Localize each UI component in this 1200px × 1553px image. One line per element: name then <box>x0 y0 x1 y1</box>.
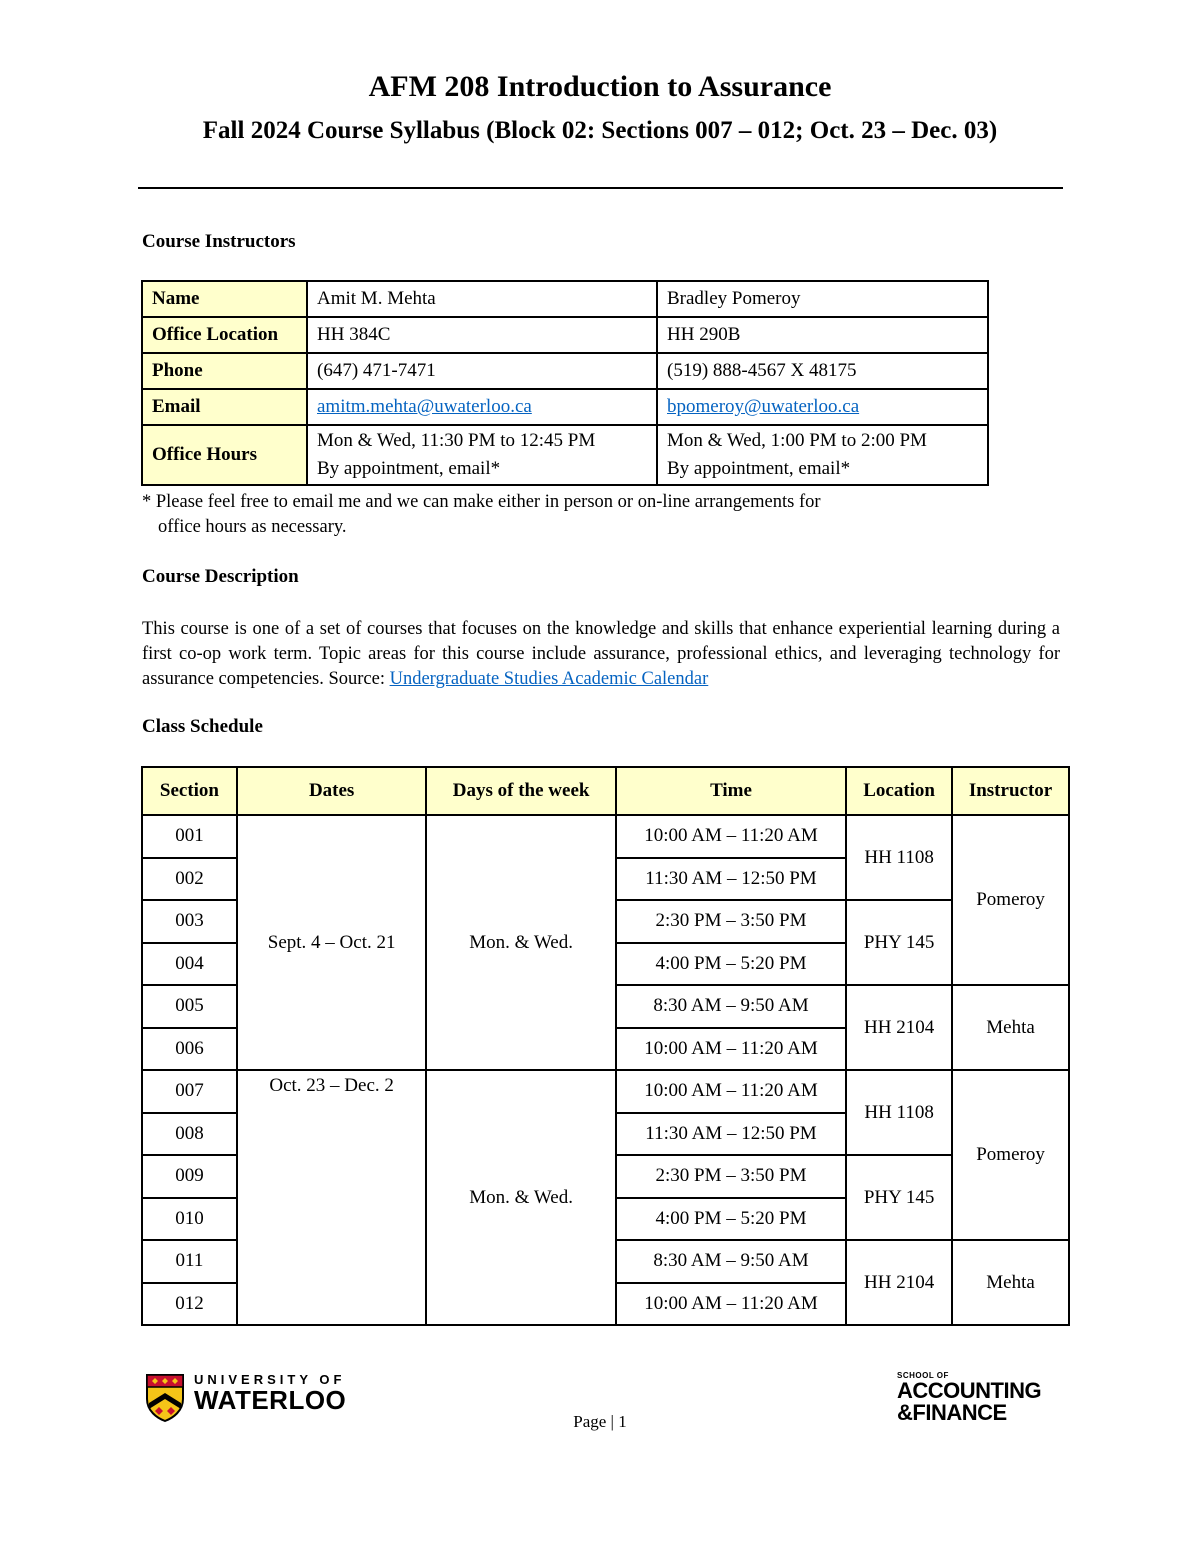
table-row <box>142 815 1069 858</box>
time-cell: 8:30 AM – 9:50 AM <box>616 1240 846 1283</box>
table-row <box>142 317 988 353</box>
column-header: Instructor <box>952 767 1069 815</box>
course-description <box>142 617 1060 692</box>
logo-line: UNIVERSITY OF <box>194 1372 346 1387</box>
instructor-1-name: Amit M. Mehta <box>307 281 657 317</box>
label-name: Name <box>142 281 307 317</box>
page-number: Page | 1 <box>573 1412 627 1431</box>
description-text: This course is one of a set of courses that focuses on the knowledge and skills that enhance experiential learning during a first co-op work term. Topic areas for this course include assurance, professional ethics, and leveraging technology for assurance competencies. Source: <box>142 619 1060 689</box>
time-cell: 2:30 PM – 3:50 PM <box>616 900 846 943</box>
column-header: Days of the week <box>426 767 615 815</box>
instructor-2-office-hours <box>657 425 988 485</box>
instructor-2-email-cell <box>657 389 988 425</box>
time-cell: 10:00 AM – 11:20 AM <box>616 815 846 858</box>
instructor-cell: Pomeroy <box>952 815 1069 985</box>
column-header: Section <box>142 767 237 815</box>
section-cell: 007 <box>142 1070 237 1113</box>
logo-line: &FINANCE <box>897 1400 1007 1425</box>
days-cell: Mon. & Wed. <box>426 1070 615 1325</box>
column-header: Dates <box>237 767 426 815</box>
column-header: Time <box>616 767 846 815</box>
instructor-2-phone: (519) 888-4567 X 48175 <box>657 353 988 389</box>
office-hours-line: Mon & Wed, 1:00 PM to 2:00 PM <box>667 430 927 451</box>
section-cell: 008 <box>142 1113 237 1156</box>
instructor-cell: Mehta <box>952 1240 1069 1325</box>
time-cell: 8:30 AM – 9:50 AM <box>616 985 846 1028</box>
column-header: Location <box>846 767 952 815</box>
table-row <box>142 425 988 485</box>
logo-line: ACCOUNTING <box>897 1378 1042 1403</box>
time-cell: 2:30 PM – 3:50 PM <box>616 1155 846 1198</box>
section-cell: 001 <box>142 815 237 858</box>
office-hours-note <box>142 490 962 540</box>
section-cell: 002 <box>142 858 237 901</box>
section-cell: 011 <box>142 1240 237 1283</box>
office-hours-line: By appointment, email* <box>317 458 501 479</box>
page-title: AFM 208 Introduction to Assurance <box>368 70 832 103</box>
location-cell: HH 2104 <box>846 1240 952 1325</box>
location-cell: PHY 145 <box>846 900 952 985</box>
header-divider <box>138 187 1063 189</box>
calendar-link[interactable]: Undergraduate Studies Academic Calendar <box>389 669 709 689</box>
section-cell: 006 <box>142 1028 237 1071</box>
instructor-1-office: HH 384C <box>307 317 657 353</box>
time-cell: 11:30 AM – 12:50 PM <box>616 858 846 901</box>
time-cell: 11:30 AM – 12:50 PM <box>616 1113 846 1156</box>
office-hours-line: Mon & Wed, 11:30 PM to 12:45 PM <box>317 430 596 451</box>
logo-line: SCHOOL OF <box>897 1371 949 1380</box>
label-phone: Phone <box>142 353 307 389</box>
table-row <box>142 389 988 425</box>
instructor-cell: Pomeroy <box>952 1070 1069 1240</box>
time-cell: 10:00 AM – 11:20 AM <box>616 1028 846 1071</box>
label-email: Email <box>142 389 307 425</box>
instructor-2-office: HH 290B <box>657 317 988 353</box>
office-hours-line: By appointment, email* <box>667 458 851 479</box>
time-cell: 10:00 AM – 11:20 AM <box>616 1070 846 1113</box>
table-row <box>142 353 988 389</box>
location-cell: PHY 145 <box>846 1155 952 1240</box>
school-of-accounting-logo <box>897 1372 1041 1424</box>
time-cell: 4:00 PM – 5:20 PM <box>616 1198 846 1241</box>
instructor-1-email-cell <box>307 389 657 425</box>
section-cell: 003 <box>142 900 237 943</box>
label-office-hours: Office Hours <box>142 425 307 485</box>
note-line: * Please feel free to email me and we can make either in person or on-line arrangements for <box>142 492 821 512</box>
instructor-cell: Mehta <box>952 985 1069 1070</box>
schedule-table <box>141 766 1070 1326</box>
instructor-1-email-link[interactable]: amitm.mehta@uwaterloo.ca <box>317 396 532 417</box>
table-header-row <box>142 767 1069 815</box>
schedule-heading: Class Schedule <box>142 716 263 737</box>
section-cell: 012 <box>142 1283 237 1326</box>
waterloo-logo-text <box>194 1372 346 1416</box>
section-cell: 010 <box>142 1198 237 1241</box>
instructors-table <box>141 280 989 486</box>
logo-line: WATERLOO <box>194 1385 347 1415</box>
page-subtitle: Fall 2024 Course Syllabus (Block 02: Sections 007 – 012; Oct. 23 – Dec. 03) <box>202 117 998 144</box>
days-cell: Mon. & Wed. <box>426 815 615 1070</box>
dates-cell: Sept. 4 – Oct. 21 <box>237 815 426 1070</box>
location-cell: HH 2104 <box>846 985 952 1070</box>
dates-cell: Oct. 23 – Dec. 2 <box>237 1070 426 1325</box>
instructor-1-office-hours <box>307 425 657 485</box>
location-cell: HH 1108 <box>846 1070 952 1155</box>
section-cell: 009 <box>142 1155 237 1198</box>
section-cell: 005 <box>142 985 237 1028</box>
description-heading: Course Description <box>142 566 299 587</box>
time-cell: 10:00 AM – 11:20 AM <box>616 1283 846 1326</box>
location-cell: HH 1108 <box>846 815 952 900</box>
time-cell: 4:00 PM – 5:20 PM <box>616 943 846 986</box>
instructor-2-email-link[interactable]: bpomeroy@uwaterloo.ca <box>667 396 860 417</box>
section-cell: 004 <box>142 943 237 986</box>
instructor-1-phone: (647) 471-7471 <box>307 353 657 389</box>
instructor-2-name: Bradley Pomeroy <box>657 281 988 317</box>
table-row <box>142 281 988 317</box>
note-line: office hours as necessary. <box>158 517 347 537</box>
label-office-location: Office Location <box>142 317 307 353</box>
instructors-heading: Course Instructors <box>142 231 296 252</box>
table-row <box>142 1070 1069 1113</box>
